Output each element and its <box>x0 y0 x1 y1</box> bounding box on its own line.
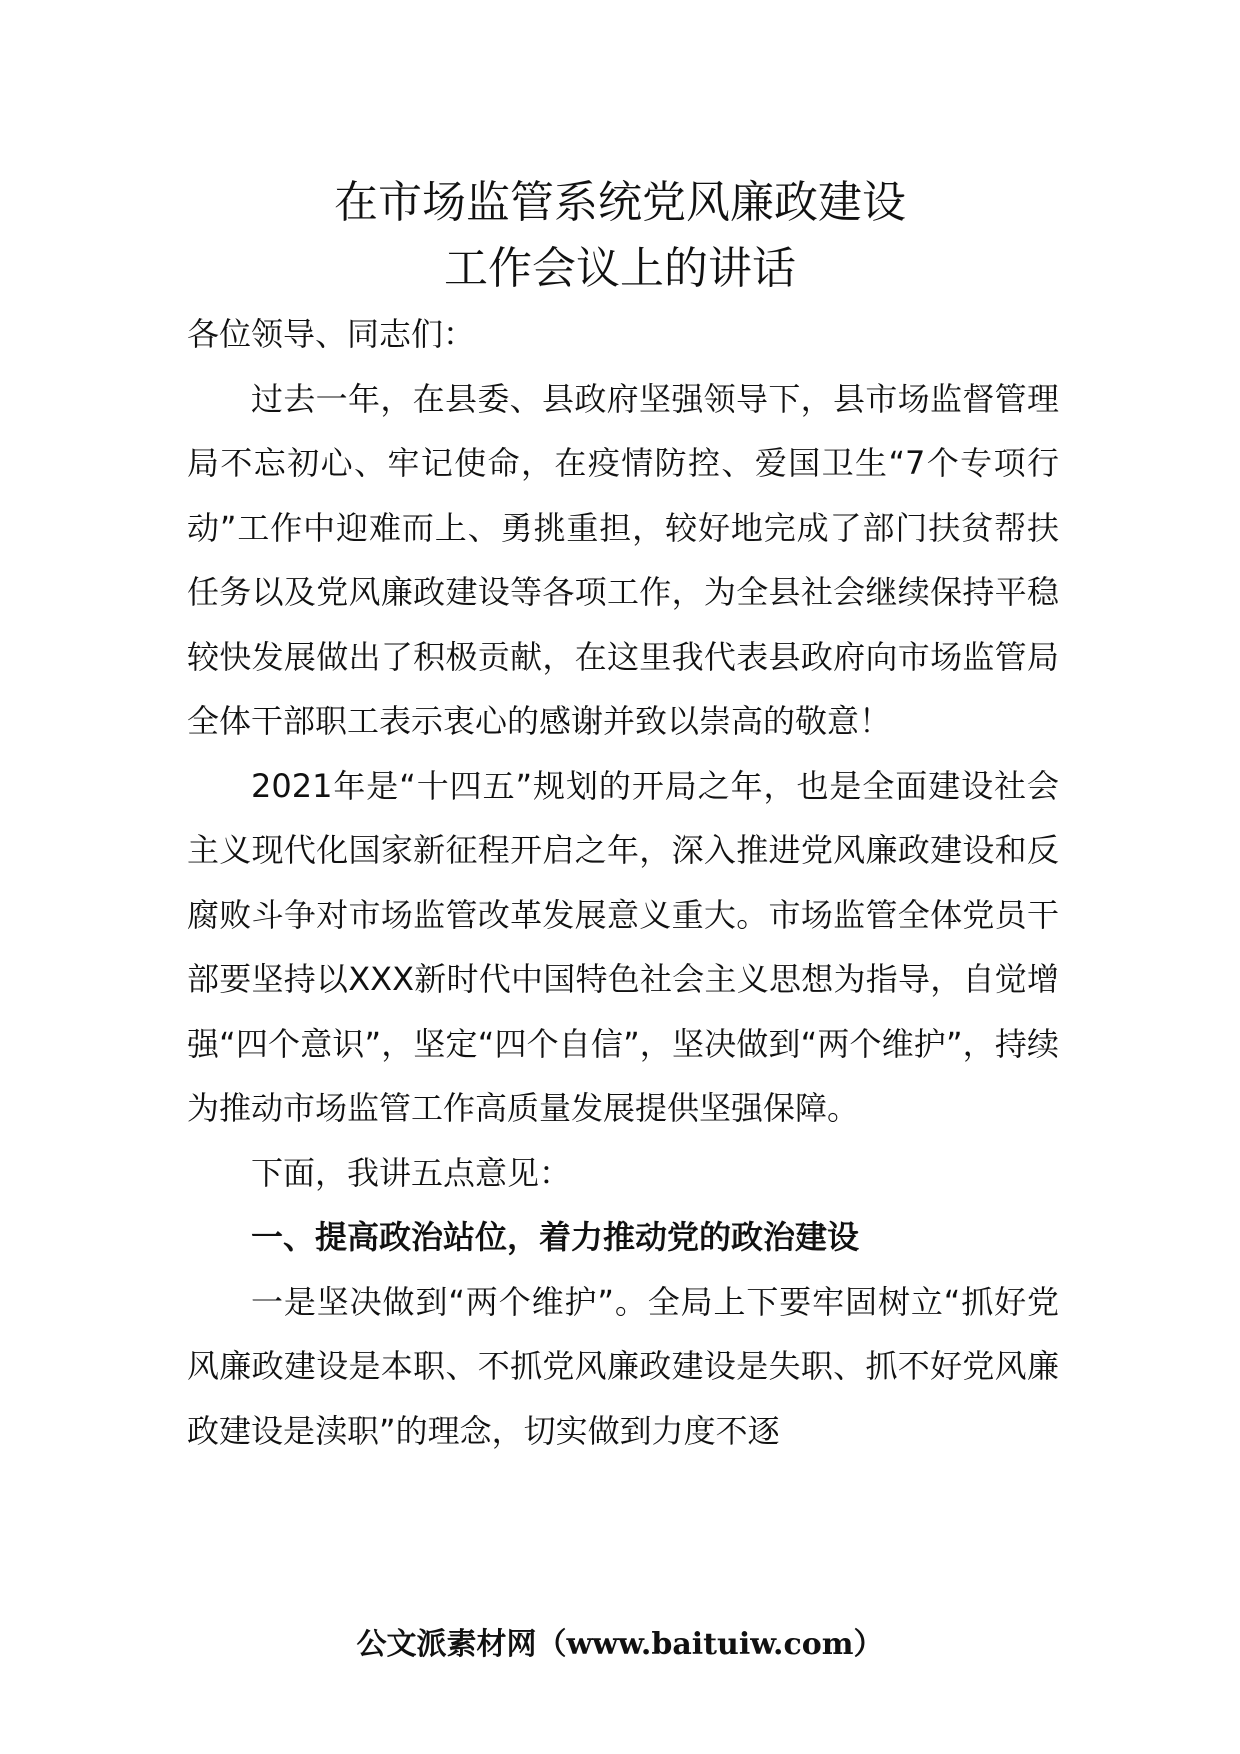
section-heading-1: 一、提高政治站位，着力推动党的政治建设 <box>251 1218 860 1256</box>
footer-watermark: 公文派素材网（www.baituiw.com） <box>356 1627 884 1662</box>
document-body <box>187 302 1059 1463</box>
document-title-line-2: 工作会议上的讲话 <box>444 243 796 294</box>
paragraph-2: 2021年是“十四五”规划的开局之年，也是全面建设社会主义现代化国家新征程开启之年，深入推进党风廉政建设和反腐败斗争对市场监管改革发展意义重大。市场监管全体党员干部要坚持以XXX新时代中国特色社会主义思想为指导，自觉增强“四个意识”，坚定“四个自信”，坚决做到“两个维护”，持续为推动市场监管工作高质量发展提供坚强保障。 <box>187 766 1059 1127</box>
document-title-line-1: 在市场监管系统党风廉政建设 <box>334 177 906 228</box>
paragraph-1: 过去一年，在县委、县政府坚强领导下，县市场监督管理局不忘初心、牢记使命，在疫情防控、爱国卫生“7个专项行动”工作中迎难而上、勇挑重担，较好地完成了部门扶贫帮扶任务以及党风廉政建设等各项工作，为全县社会继续保持平稳较快发展做出了积极贡献，在这里我代表县政府向市场监管局全体干部职工表示衷心的感谢并致以崇高的敬意！ <box>187 379 1059 740</box>
salutation: 各位领导、同志们： <box>187 315 476 353</box>
paragraph-4: 一是坚决做到“两个维护”。全局上下要牢固树立“抓好党风廉政建设是本职、不抓党风廉政建设是失职、抓不好党风廉政建设是渎职”的理念，切实做到力度不逐 <box>187 1282 1059 1450</box>
paragraph-3: 下面，我讲五点意见： <box>251 1153 572 1192</box>
